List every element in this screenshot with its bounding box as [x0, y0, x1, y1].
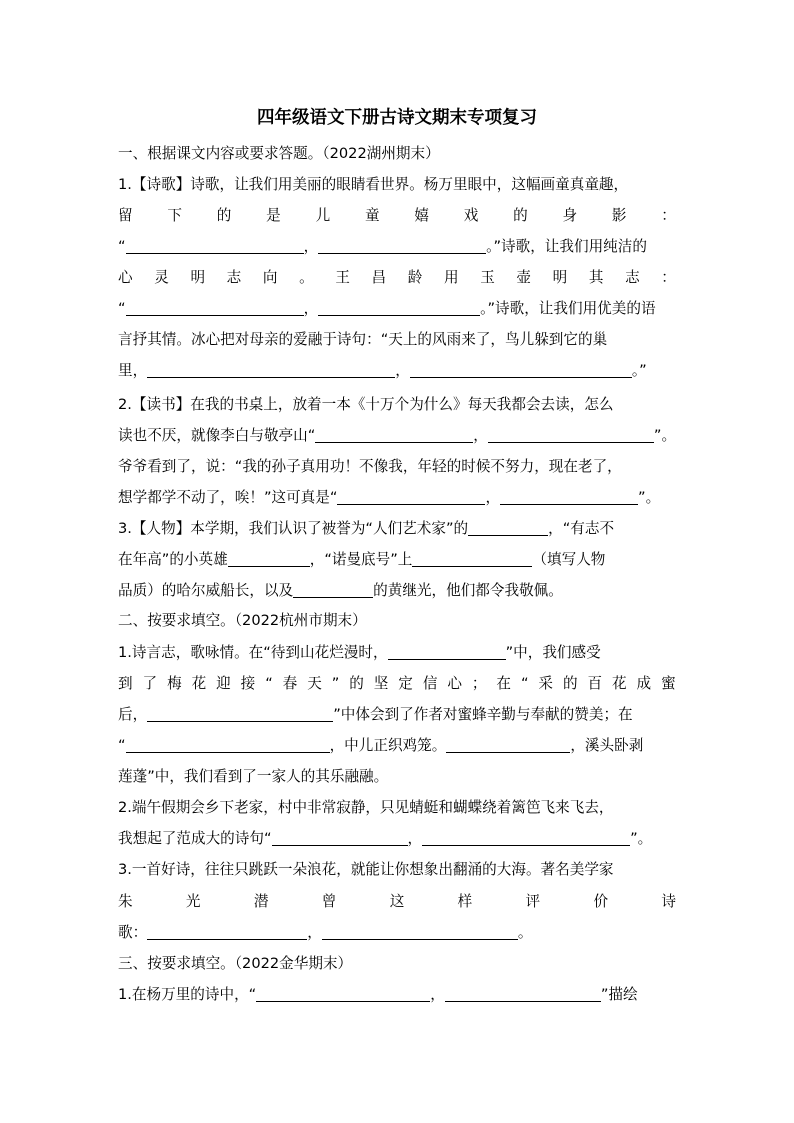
char: 用: [443, 269, 459, 286]
text: “: [118, 737, 126, 754]
text: ，“诺曼底号”上: [309, 551, 413, 568]
page-title: 四年级语文下册古诗文期末专项复习: [257, 108, 537, 128]
text: ”中，我们感受: [505, 644, 601, 661]
answer-blank[interactable]: [126, 298, 304, 316]
answer-blank[interactable]: [228, 549, 310, 567]
char: 光: [185, 893, 201, 910]
char: 评: [525, 893, 541, 910]
answer-blank[interactable]: [126, 236, 304, 254]
text: 1.诗言志，歌咏情。在“待到山花烂漫时，: [118, 644, 388, 661]
char: 壶: [516, 269, 532, 286]
char: 志: [226, 269, 242, 286]
text: ”。: [630, 830, 653, 847]
answer-blank[interactable]: [293, 580, 373, 598]
text: 1.在杨万里的诗中，“: [118, 986, 257, 1003]
char: 戏: [463, 207, 479, 224]
answer-line: [118, 514, 676, 544]
text: ，: [395, 362, 410, 379]
char: 的: [513, 207, 528, 224]
section-heading-2: 二、按要求填空。（2022杭州市期末）: [118, 612, 367, 629]
char: 采: [538, 675, 554, 692]
char: 玉: [480, 269, 495, 286]
text: 。”诗歌，让我们用纯洁的: [486, 238, 647, 255]
char: 朱: [118, 893, 133, 910]
answer-blank[interactable]: [147, 360, 395, 378]
question-2-line: 2.【读书】在我的书桌上，放着一本《十万个为什么》每天我都会去读，怎么: [118, 396, 614, 413]
text: ，溪头卧剥: [570, 737, 644, 754]
text: 后，: [118, 706, 148, 723]
text: 。”诗歌，让我们用优美的语: [480, 300, 656, 317]
char: 诗: [661, 893, 676, 910]
char: ：: [661, 207, 676, 224]
text: ，: [473, 427, 488, 444]
answer-blank[interactable]: [422, 828, 630, 846]
char: 志: [625, 269, 640, 286]
question-line: 莲蓬”中，我们看到了一家人的其乐融融。: [118, 768, 389, 785]
text: 在年高”的小英雄: [118, 551, 228, 568]
char: 儿: [315, 207, 331, 224]
text: “: [118, 300, 126, 317]
text: 的黄继光，他们都令我敬佩。: [373, 582, 563, 599]
answer-line: [118, 980, 676, 1010]
text: ，: [485, 489, 501, 506]
char: 花: [612, 675, 627, 692]
answer-blank[interactable]: [410, 360, 632, 378]
char: “: [265, 675, 273, 692]
char: 身: [562, 207, 578, 224]
text: 。”: [631, 362, 647, 379]
char: 的: [562, 675, 578, 692]
char: 是: [266, 207, 281, 224]
char: 天: [307, 675, 322, 692]
text: 歌：: [118, 924, 148, 941]
text: ”。: [638, 489, 661, 506]
char: 向: [262, 269, 278, 286]
answer-blank[interactable]: [318, 298, 480, 316]
char: 潜: [253, 893, 269, 910]
answer-blank[interactable]: [412, 549, 532, 567]
answer-blank[interactable]: [315, 425, 473, 443]
text: ”中体会到了作者对蜜蜂辛勤与奉献的赞美；在: [333, 706, 633, 723]
text: ”。: [653, 427, 677, 444]
text: ，: [303, 300, 319, 317]
answer-line: [118, 638, 676, 668]
char: 成: [636, 675, 652, 692]
char: ；: [471, 675, 487, 692]
answer-blank[interactable]: [500, 487, 638, 505]
answer-blank[interactable]: [445, 984, 601, 1002]
answer-line: [118, 700, 676, 730]
char: 接: [240, 675, 256, 692]
answer-line: [118, 294, 676, 324]
text: 我想起了范成大的诗句“: [118, 830, 272, 847]
text: “: [118, 238, 126, 255]
answer-blank[interactable]: [446, 735, 570, 753]
char: 信: [422, 675, 438, 692]
section-heading-3: 三、按要求填空。（2022金华期末）: [118, 955, 353, 972]
text: ，: [307, 924, 322, 941]
char: 留: [118, 207, 133, 224]
answer-line: [118, 918, 676, 948]
char: 童: [364, 207, 380, 224]
text: 3.【人物】本学期，我们认识了被誉为“人们艺术家”的: [118, 520, 469, 537]
char: 梅: [167, 675, 182, 692]
char: 王: [335, 269, 350, 286]
text: 。: [517, 924, 533, 941]
text: 读也不厌，就像李白与敬亭山“: [118, 427, 316, 444]
char: 灵: [154, 269, 169, 286]
char: 百: [587, 675, 603, 692]
question-1-justified-line: [118, 201, 676, 231]
answer-line: [118, 356, 676, 386]
answer-blank[interactable]: [337, 487, 485, 505]
answer-line: [118, 232, 676, 262]
char: 的: [216, 207, 232, 224]
char: 其: [588, 269, 604, 286]
char: 心: [447, 675, 462, 692]
text: ，: [303, 238, 319, 255]
answer-line: [118, 421, 676, 451]
char: 蜜: [661, 675, 676, 692]
text: ，: [407, 830, 423, 847]
char: 价: [593, 893, 609, 910]
text: 品质）的哈尔威船长，以及: [118, 582, 294, 599]
question-line: 3.一首好诗，往往只跳跃一朵浪花，就能让你想象出翻涌的大海。著名美学家: [118, 861, 614, 878]
char: 定: [398, 675, 413, 692]
char: 。: [299, 269, 314, 286]
char: 这: [389, 893, 405, 910]
text: （填写人物: [532, 551, 606, 568]
question-1-justified-line: [118, 263, 676, 293]
answer-blank[interactable]: [468, 518, 548, 536]
char: 的: [349, 675, 364, 692]
answer-blank[interactable]: [488, 425, 654, 443]
char: 坚: [373, 675, 389, 692]
text: ”描绘: [600, 986, 638, 1003]
char: 迎: [216, 675, 231, 692]
char: 影: [611, 207, 627, 224]
answer-line: [118, 483, 676, 513]
text: ，: [430, 986, 445, 1003]
question-justified-line: [118, 669, 676, 699]
section-heading-1: 一、根据课文内容或要求答题。（2022湖州期末）: [118, 145, 440, 162]
question-justified-line: [118, 887, 676, 917]
char: 龄: [407, 269, 423, 286]
question-1-line: 言抒其情。冰心把对母亲的爱融于诗句：“天上的风雨来了，鸟儿躲到它的巢: [118, 331, 608, 348]
char: 了: [142, 675, 158, 692]
char: 春: [282, 675, 298, 692]
question-2-line: 爷爷看到了，说：“我的孙子真用功！不像我，年轻的时候不努力，现在老了，: [118, 458, 622, 475]
answer-blank[interactable]: [147, 704, 333, 722]
answer-blank[interactable]: [322, 922, 518, 940]
answer-blank[interactable]: [256, 984, 430, 1002]
question-line: 2.端午假期会乡下老家，村中非常寂静，只见蜻蜓和蝴蝶绕着篱笆飞来飞去，: [118, 799, 614, 816]
char: 花: [191, 675, 207, 692]
char: 明: [190, 269, 206, 286]
char: ”: [331, 675, 340, 692]
char: 样: [457, 893, 473, 910]
answer-line: [118, 731, 676, 761]
answer-blank[interactable]: [272, 828, 408, 846]
char: 下: [167, 207, 182, 224]
char: 昌: [371, 269, 387, 286]
question-1-line: 1.【诗歌】诗歌，让我们用美丽的眼睛看世界。杨万里眼中，这幅画童真童趣，: [118, 176, 629, 193]
text: ，中儿正织鸡笼。: [329, 737, 447, 754]
answer-blank[interactable]: [126, 735, 330, 753]
text: 想学都学不动了，唉！”这可真是“: [118, 489, 338, 506]
text: 里，: [118, 362, 148, 379]
answer-blank[interactable]: [388, 642, 506, 660]
answer-line: [118, 576, 676, 606]
char: “: [520, 675, 529, 692]
char: 嬉: [414, 207, 429, 224]
char: 明: [552, 269, 568, 286]
text: ，“有志不: [548, 520, 615, 537]
char: 心: [118, 269, 133, 286]
answer-line: [118, 545, 676, 575]
char: 到: [118, 675, 133, 692]
answer-blank[interactable]: [318, 236, 486, 254]
char: ：: [661, 269, 676, 286]
answer-line: [118, 824, 676, 854]
char: 在: [496, 675, 512, 692]
answer-blank[interactable]: [147, 922, 307, 940]
char: 曾: [321, 893, 337, 910]
